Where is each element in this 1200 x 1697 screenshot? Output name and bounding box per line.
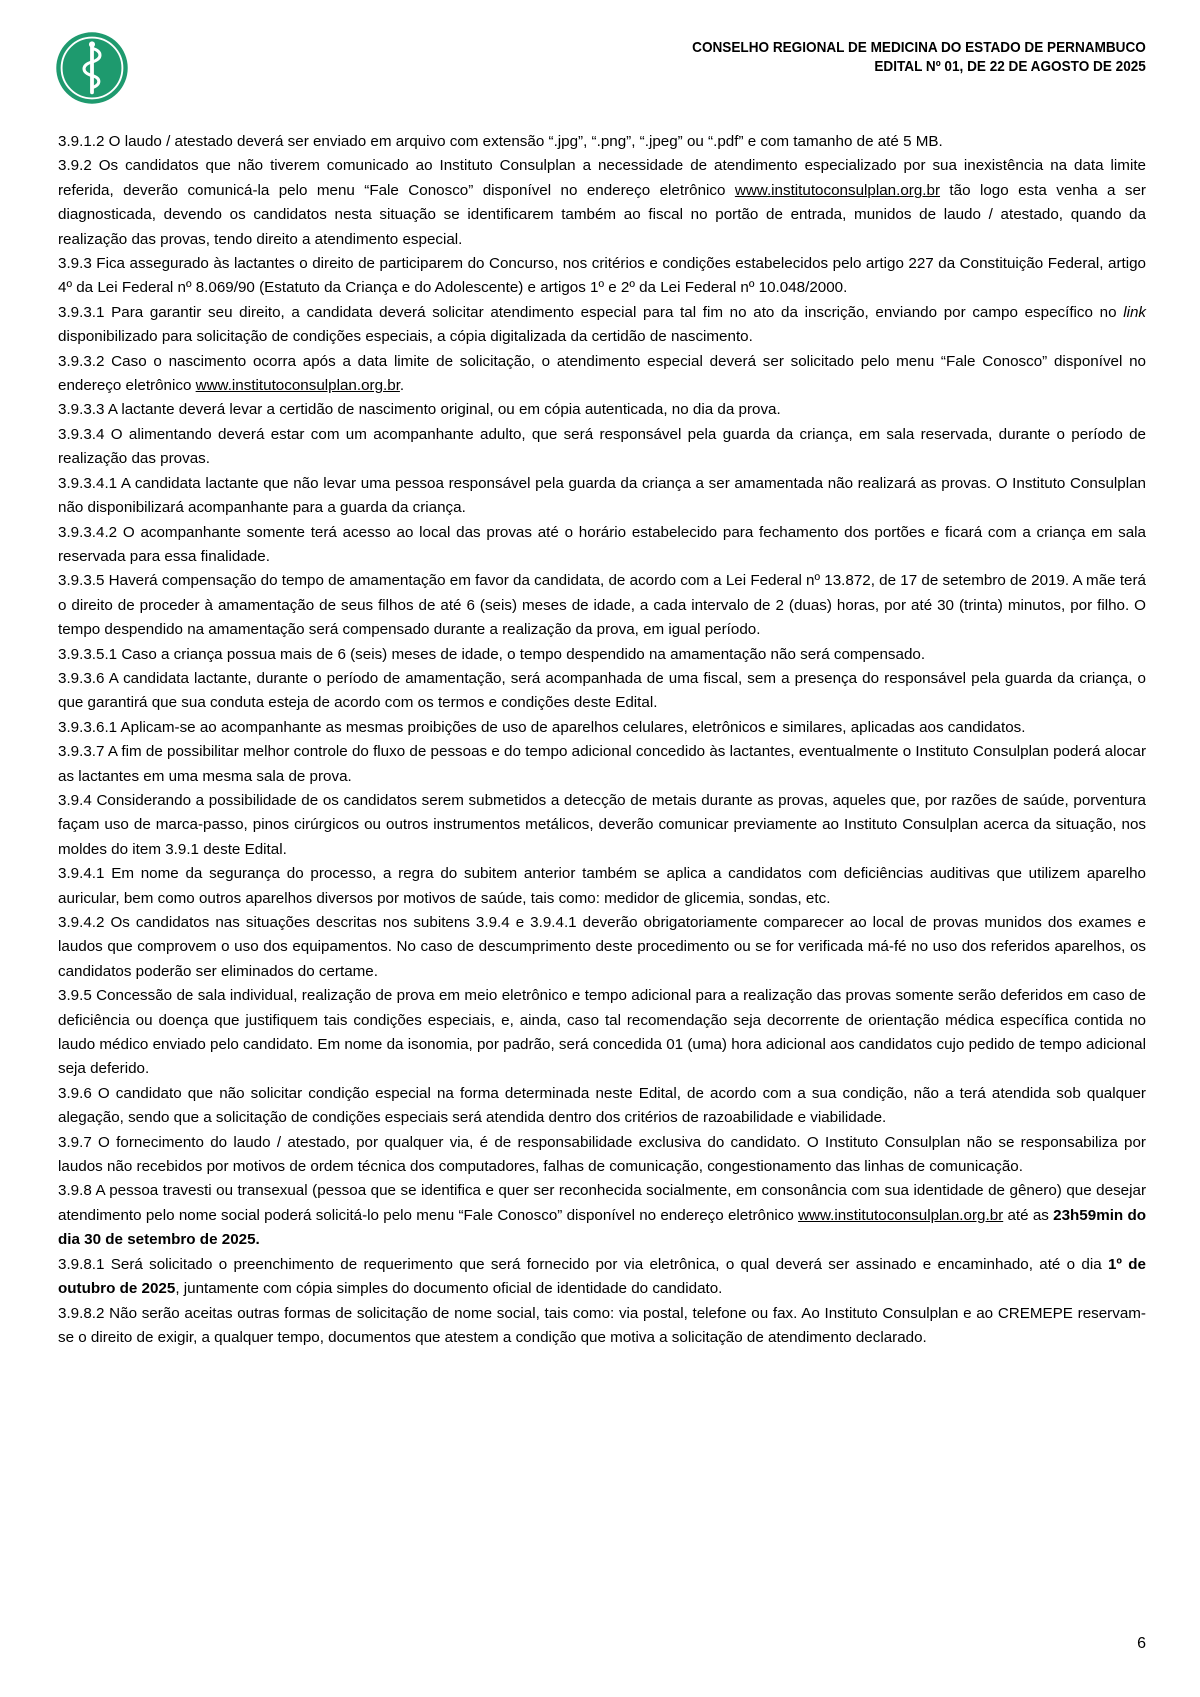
link-word: link (1123, 303, 1146, 321)
paragraph-3-9-4: 3.9.4 Considerando a possibilidade de os candidatos serem submetidos a detecção de metais durante as provas, aqueles que, por razões de saúde, porventura façam uso de marca-passo, pinos cirúrgicos ou outros instrumentos metálicos, deverão comunicar previamente ao Instituto Consulplan acerca da situação, nos moldes do item 3.9.1 deste Edital. (58, 791, 1146, 858)
paragraph-3-9-5: 3.9.5 Concessão de sala individual, realização de prova em meio eletrônico e tempo adicional para a realização das provas somente serão deferidos em caso de deficiência ou doença que justifiquem tais condições especiais, e, ainda, caso tal recomendação seja decorrente de orientação médica específica contida no laudo médico enviado pelo candidato. Em nome da isonomia, por padrão, será concedida 01 (uma) hora adicional aos candidatos cujo pedido de tempo adicional seja deferido. (58, 987, 1146, 1078)
paragraph-3-9-3-4-1: 3.9.3.4.1 A candidata lactante que não levar uma pessoa responsável pela guarda da criança a ser amamentada não realizará as provas. O Instituto Consulplan não disponibilizará acompanhante para a guarda da criança. (58, 474, 1146, 517)
text-span: 3.9.3.1 Para garantir seu direito, a candidata deverá solicitar atendimento especial para tal fim no ato da inscrição, enviando por campo específico no (58, 303, 1124, 321)
org-name: CONSELHO REGIONAL DE MEDICINA DO ESTADO DE PERNAMBUCO (692, 40, 1146, 56)
paragraph-3-9-3-2 (58, 350, 1146, 399)
paragraph-3-9-6: 3.9.6 O candidato que não solicitar condição especial na forma determinada neste Edital, de acordo com a sua condição, não a terá atendida sob qualquer alegação, sendo que a solicitação de condições especiais será atendida dentro dos critérios de razoabilidade e viabilidade. (58, 1084, 1146, 1127)
paragraph-3-9-3-5: 3.9.3.5 Haverá compensação do tempo de amamentação em favor da candidata, de acordo com a Lei Federal nº 13.872, de 17 de setembro de 2019. A mãe terá o direito de proceder à amamentação de seus filhos de até 6 (seis) meses de idade, a cada intervalo de 2 (duas) horas, por até 30 (trinta) minutos, por filho. O tempo despendido na amamentação será compensado durante a realização da prova, em igual período. (58, 572, 1146, 639)
deadline-date: 1º de outubro de 2025 (58, 1255, 1147, 1298)
paragraph-3-9-8-2: 3.9.8.2 Não serão aceitas outras formas de solicitação de nome social, tais como: via postal, telefone ou fax. Ao Instituto Consulplan e ao CREMEPE reservam-se o direito de exigir, a qualquer tempo, documentos que atestem a condição que motiva a solicitação de atendimento declarado. (58, 1304, 1146, 1346)
paragraph-3-9-3-1 (58, 301, 1146, 350)
paragraph-3-9-3: 3.9.3 Fica assegurado às lactantes o direito de participarem do Concurso, nos critérios e condições estabelecidos pelo artigo 227 da Constituição Federal, artigo 4º da Lei Federal nº 8.069/90 (Estatuto da Criança e do Adolescente) e artigos 1º e 2º da Lei Federal nº 10.048/2000. (58, 255, 1146, 297)
text-span: tão logo esta venha a ser diagnosticada, devendo os candidatos nesta situação se identificarem também ao fiscal no portão de entrada, munidos de laudo / atestado, quando da realização das provas, tendo direito a atendimento especial. (58, 181, 1146, 248)
header-text (692, 39, 1146, 77)
paragraph-3-9-3-4-2: 3.9.3.4.2 O acompanhante somente terá acesso ao local das provas até o horário estabelecido para fechamento dos portões e ficará com a criança em sala reservada para essa finalidade. (58, 523, 1146, 565)
paragraph-3-9-8-1 (58, 1253, 1146, 1302)
page-header (0, 0, 1200, 120)
paragraph-3-9-3-6-1: 3.9.3.6.1 Aplicam-se ao acompanhante as mesmas proibições de uso de aparelhos celulares, eletrônicos e similares, aplicadas aos candidatos. (58, 718, 1026, 736)
edital-title: EDITAL Nº 01, DE 22 DE AGOSTO DE 2025 (874, 59, 1146, 75)
deadline-text: 23h59min do dia 30 de setembro de 2025. (58, 1206, 1146, 1249)
text-span: 3.9.8 A pessoa travesti ou transexual (pessoa que se identifica e quer ser reconhecida socialmente, em consonância com sua identidade de gênero) que desejar atendimento pelo nome social poderá solicitá-lo pelo menu “Fale Conosco” disponível no endereço eletrônico (58, 1182, 1146, 1224)
paragraph-3-9-2 (58, 154, 1146, 252)
paragraph-3-9-3-7: 3.9.3.7 A fim de possibilitar melhor controle do fluxo de pessoas e do tempo adicional concedido às lactantes, eventualmente o Instituto Consulplan poderá alocar as lactantes em uma mesma sala de prova. (58, 743, 1146, 785)
text-span: 3.9.8.1 Será solicitado o preenchimento de requerimento que será fornecido por via eletrônica, o qual deverá ser assinado e encaminhado, até o dia (58, 1255, 1108, 1273)
page-number: 6 (1137, 1635, 1146, 1652)
consulplan-link[interactable]: www.institutoconsulplan.org.br (798, 1206, 1004, 1224)
paragraph-3-9-8 (58, 1179, 1146, 1252)
paragraph-3-9-3-6: 3.9.3.6 A candidata lactante, durante o período de amamentação, será acompanhada de uma fiscal, sem a presença do responsável pela guarda da criança, o que garantirá que sua conduta esteja de acordo com os termos e condições deste Edital. (58, 669, 1146, 712)
paragraph-3-9-3-4: 3.9.3.4 O alimentando deverá estar com um acompanhante adulto, que será responsável pela guarda da criança, em sala reservada, durante o período de realização das provas. (58, 425, 1146, 468)
document-body (58, 130, 1146, 1350)
paragraph-3-9-3-3: 3.9.3.3 A lactante deverá levar a certidão de nascimento original, ou em cópia autenticada, no dia da prova. (58, 401, 781, 419)
text-span: 3.9.3.2 Caso o nascimento ocorra após a data limite de solicitação, o atendimento especial deverá ser solicitado pelo menu “Fale Conosco” disponível no endereço eletrônico (58, 352, 1146, 395)
medical-caduceus-logo-icon (54, 30, 130, 106)
paragraph-3-9-4-1: 3.9.4.1 Em nome da segurança do processo, a regra do subitem anterior também se aplica a candidatos com deficiências auditivas que utilizem aparelho auricular, bem como outros aparelhos diversos por motivos de saúde, tais como: medidor de glicemia, sondas, etc. (58, 865, 1146, 907)
paragraph-3-9-7: 3.9.7 O fornecimento do laudo / atestado, por qualquer via, é de responsabilidade exclusiva do candidato. O Instituto Consulplan não se responsabiliza por laudos não recebidos por motivos de ordem técnica dos computadores, falhas de comunicação, congestionamento das linhas de comunicação. (58, 1133, 1146, 1176)
text-span: disponibilizado para solicitação de condições especiais, a cópia digitalizada da certidão de nascimento. (58, 328, 753, 346)
text-span: . (399, 377, 405, 395)
text-span: 3.9.2 Os candidatos que não tiverem comunicado ao Instituto Consulplan a necessidade de atendimento especializado por sua inexistência na data limite referida, deverão comunicá-la pelo menu “Fale Conosco” disponível no endereço eletrônico (58, 157, 1146, 199)
consulplan-link[interactable]: www.institutoconsulplan.org.br (195, 377, 400, 395)
paragraph-3-9-4-2: 3.9.4.2 Os candidatos nas situações descritas nos subitens 3.9.4 e 3.9.4.1 deverão obrigatoriamente comparecer ao local de provas munidos dos exames e laudos que comprovem o uso dos equipamentos. No caso de descumprimento deste procedimento ou se for verificada má-fé no uso dos referidos aparelhos, os candidatos poderão ser eliminados do certame. (58, 914, 1146, 980)
text-span: até as (1003, 1206, 1054, 1224)
paragraph-3-9-1-2: 3.9.1.2 O laudo / atestado deverá ser enviado em arquivo com extensão “.jpg”, “.png”, “.jpeg” ou “.pdf” e com tamanho de até 5 MB. (58, 133, 943, 150)
paragraph-3-9-3-5-1: 3.9.3.5.1 Caso a criança possua mais de 6 (seis) meses de idade, o tempo despendido na amamentação não será compensado. (58, 645, 926, 663)
consulplan-link[interactable]: www.institutoconsulplan.org.br (734, 181, 941, 199)
text-span: , juntamente com cópia simples do documento oficial de identidade do candidato. (175, 1280, 723, 1298)
